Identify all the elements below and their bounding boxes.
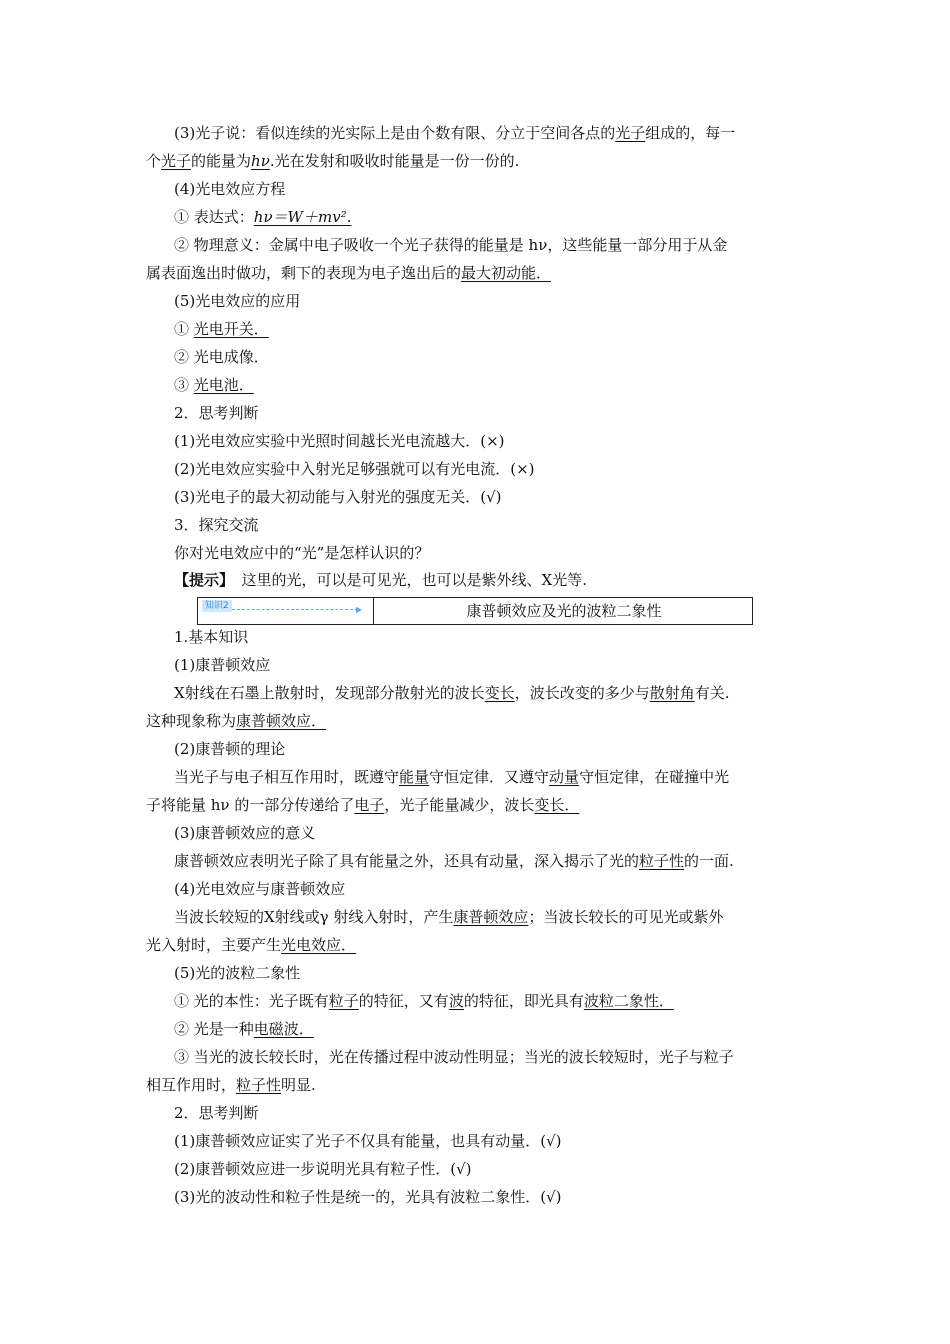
relation-line-2: 光入射时，主要产生光电效应． (146, 936, 357, 954)
relation-heading: (4)光电效应与康普顿效应 (174, 880, 346, 898)
duality-heading: (5)光的波粒二象性 (174, 964, 301, 982)
formula: hν＝W＋mv². (253, 208, 352, 226)
duality-line-2: ② 光是一种电磁波． (174, 1020, 314, 1038)
equation-heading: (4)光电效应方程 (174, 180, 286, 198)
meaning-line-2: 属表面逸出时做功，剩下的表现为电子逸出后的最大初动能． (146, 264, 552, 282)
hint-label: 【提示】 (174, 571, 227, 589)
duality-line-3: ③ 当光的波长较长时，光在传播过程中波动性明显；当光的波长较短时，光子与粒子 (174, 1048, 734, 1066)
duality-line-1: ① 光的本性：光子既有粒子的特征，又有波的特征，即光具有波粒二象性． (174, 992, 674, 1010)
significance-line: 康普顿效应表明光子除了具有能量之外，还具有动量，深入揭示了光的粒子性的一面. (174, 852, 734, 870)
hint-line: 【提示】 这里的光，可以是可见光，也可以是紫外线、X光等. (174, 571, 587, 589)
theory-heading: (2)康普顿的理论 (174, 740, 286, 758)
explore-question: 你对光电效应中的“光”是怎样认识的？ (174, 544, 430, 562)
think-item: (3)光电子的最大初动能与入射光的强度无关．(√) (174, 488, 502, 506)
photon-theory-line-2: 个光子的能量为hν.光在发射和吸收时能量是一份一份的. (146, 152, 520, 170)
think-item: (3)光的波动性和粒子性是统一的，光具有波粒二象性．(√) (174, 1188, 562, 1206)
section-tag: 知识2 (202, 600, 232, 612)
think-item: (1)光电效应实验中光照时间越长光电流越大．(×) (174, 432, 505, 450)
relation-line-1: 当波长较短的X射线或γ 射线入射时，产生康普顿效应；当波长较长的可见光或紫外 (174, 908, 724, 926)
explore-title: 3．探究交流 (174, 516, 259, 534)
application-item-1: ① 光电开关． (174, 320, 269, 338)
arrow-right-icon: ▶ (356, 605, 363, 614)
basic-knowledge-title: 1.基本知识 (174, 628, 249, 646)
think-title-2: 2．思考判断 (174, 1104, 259, 1122)
duality-line-4: 相互作用时，粒子性明显. (146, 1076, 316, 1094)
meaning-line-1: ② 物理意义：金属中电子吸收一个光子获得的能量是 hν，这些能量一部分用于从金 (174, 236, 728, 254)
think-item: (2)光电效应实验中入射光足够强就可以有光电流．(×) (174, 460, 535, 478)
theory-line-2: 子将能量 hν 的一部分传递给了电子，光子能量减少，波长变长． (146, 796, 580, 814)
compton-line-1: X射线在石墨上散射时，发现部分散射光的波长变长，波长改变的多少与散射角有关. (174, 684, 730, 702)
photon-theory-line-1: (3)光子说：看似连续的光实际上是由个数有限、分立于空间各点的光子组成的，每一 (174, 124, 736, 142)
section-header (197, 597, 753, 625)
significance-heading: (3)康普顿效应的意义 (174, 824, 316, 842)
compton-line-2: 这种现象称为康普顿效应． (146, 712, 327, 730)
think-item: (1)康普顿效应证实了光子不仅具有能量，也具有动量．(√) (174, 1132, 562, 1150)
formula-line: ① 表达式：hν＝W＋mv². (174, 208, 352, 226)
think-title-1: 2．思考判断 (174, 404, 259, 422)
application-item-2: ② 光电成像． (174, 348, 269, 366)
section-arrow-line (232, 609, 358, 610)
theory-line-1: 当光子与电子相互作用时，既遵守能量守恒定律．又遵守动量守恒定律，在碰撞中光 (174, 768, 730, 786)
think-item: (2)康普顿效应进一步说明光具有粒子性．(√) (174, 1160, 472, 1178)
application-heading: (5)光电效应的应用 (174, 292, 301, 310)
compton-heading: (1)康普顿效应 (174, 656, 271, 674)
application-item-3: ③ 光电池． (174, 376, 254, 394)
section-title: 康普顿效应及光的波粒二象性 (466, 602, 662, 620)
section-tag-cell (198, 598, 374, 624)
